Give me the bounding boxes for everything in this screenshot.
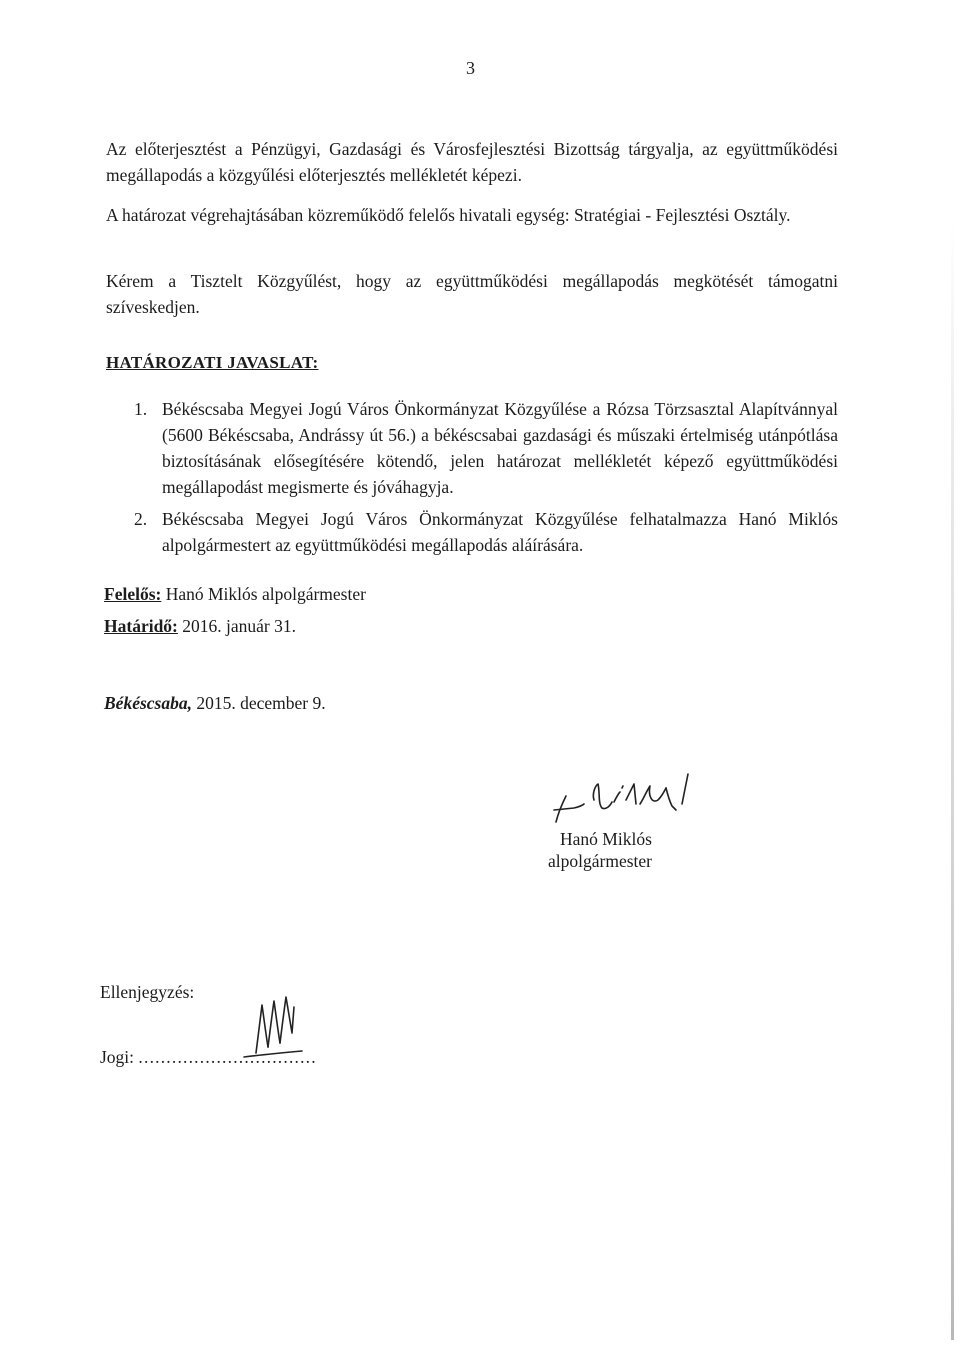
proposal-1-number: 1.: [134, 399, 148, 419]
request-paragraph: Kérem a Tisztelt Közgyűlést, hogy az együttműködési megállapodás megkötését támogatni szíveskedjen.: [106, 271, 838, 317]
responsible-label: Felelős:: [104, 584, 162, 604]
deadline-value: 2016. január 31.: [182, 616, 296, 636]
proposal-1-text: Békéscsaba Megyei Jogú Város Önkormányzat Közgyűlése a Rózsa Törzsasztal Alapítvánnyal (5600 Békéscsaba, Andrássy út 56.) a békéscsabai gazdasági és műszaki értelmiség utánpótlása biztosításának elősegítésére kötendő, jelen határozat mellékletét képező együttműködési megállapodást megismerte és jóváhagyja.: [162, 399, 838, 497]
intro-paragraph: Az előterjesztést a Pénzügyi, Gazdasági és Városfejlesztési Bizottság tárgyalja, az együttműködési megállapodás a közgyűlési előterjesztés mellékletét képezi.: [106, 139, 838, 185]
resolution-heading: HATÁROZATI JAVASLAT:: [106, 353, 319, 372]
signatory-title: alpolgármester: [548, 851, 652, 871]
deputy-mayor-signature: [548, 770, 718, 830]
countersign-label: Ellenjegyzés:: [100, 982, 195, 1002]
deadline-line: [104, 613, 296, 639]
responsible-value: Hanó Miklós alpolgármester: [165, 584, 366, 604]
signatory-name: Hanó Miklós: [560, 829, 652, 849]
proposal-2-number: 2.: [134, 509, 148, 529]
legal-label: Jogi:: [100, 1047, 135, 1067]
date-value: 2015. december 9.: [196, 693, 326, 713]
scan-edge-line: [951, 220, 954, 1340]
deadline-label: Határidő:: [104, 616, 178, 636]
proposal-2-text: Békéscsaba Megyei Jogú Város Önkormányzat Közgyűlése felhatalmazza Hanó Miklós alpolgármestert az együttműködési megállapodás aláírására.: [162, 509, 838, 555]
page-number: 3: [466, 58, 475, 78]
place-date-line: [104, 690, 326, 716]
legal-dots: ................................: [138, 1047, 317, 1067]
responsible-unit-paragraph: A határozat végrehajtásában közreműködő felelős hivatali egység: Stratégiai - Fejlesztési Osztály.: [106, 205, 791, 225]
place-label: Békéscsaba,: [104, 693, 192, 713]
responsible-line: [104, 581, 366, 607]
legal-countersignature: [240, 985, 310, 1060]
